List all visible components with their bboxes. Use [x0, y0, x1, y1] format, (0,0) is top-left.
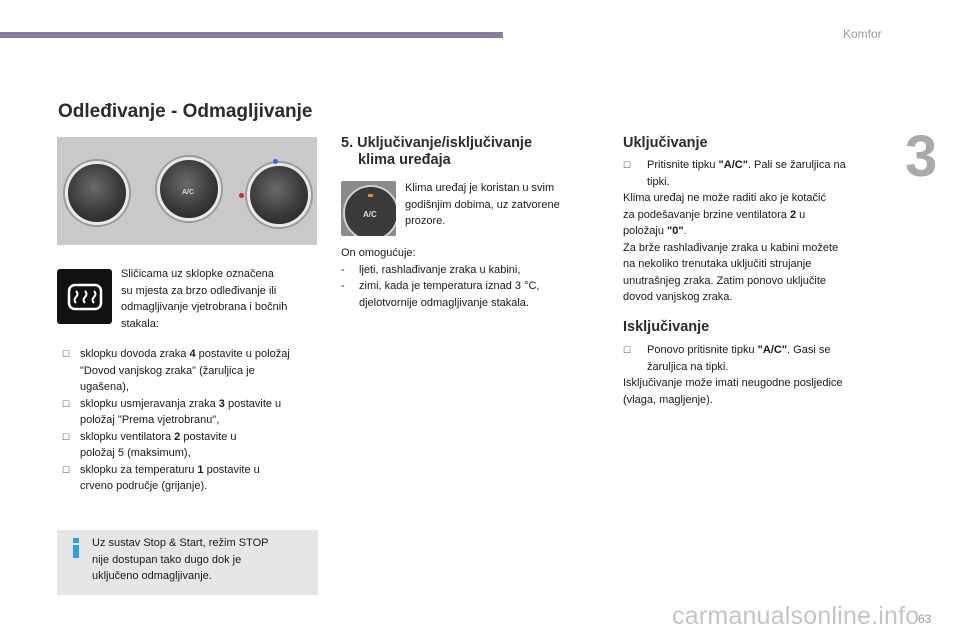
- ac-title-line1: 5. Uključivanje/isključivanje: [341, 135, 533, 151]
- checkbox-bullet-icon: ☐: [62, 431, 71, 442]
- checkbox-bullet-icon: ☐: [62, 464, 71, 475]
- on-number: "0": [667, 225, 684, 237]
- bullet-text: postavite u položaj: [195, 348, 290, 360]
- switch-off-content: [623, 342, 883, 408]
- on-text: .: [683, 225, 687, 237]
- bullet-number: 4: [189, 348, 196, 360]
- on-paragraph-line: na nekoliko trenutaka uključiti strujanje: [623, 258, 812, 270]
- on-text: Pritisnite tipku: [647, 159, 719, 171]
- ac-section-title: [341, 135, 591, 169]
- bullet-text: crveno područje (grijanje).: [80, 480, 208, 492]
- list-item-text: ljeti, rashlađivanje zraka u kabini,: [359, 263, 521, 276]
- info-note-box: [57, 530, 318, 595]
- top-accent-bar: [0, 32, 503, 38]
- on-text: u: [796, 208, 806, 221]
- ac-desc-line: Klima uređaj je koristan u svim: [405, 182, 555, 194]
- list-item: - ljeti, rashlađivanje zraka u kabini,: [341, 262, 591, 279]
- defrost-steps-list: [62, 346, 324, 495]
- intro-line: su mjesta za brzo odleđivanje ili: [121, 284, 277, 297]
- on-paragraph-line: Klima uređaj ne može raditi ako je kotačić: [623, 192, 826, 204]
- bullet-number: 1: [197, 463, 204, 476]
- bullet-text: postavite u: [203, 463, 260, 476]
- off-paragraph-line: Isključivanje može imati neugodne posljedice: [623, 377, 843, 389]
- ac-enables-list: [341, 245, 591, 311]
- list-item: [62, 462, 324, 495]
- bullet-text: postavite u: [180, 430, 237, 443]
- on-paragraph-line: dovod vanjskog zraka.: [623, 291, 733, 303]
- panel-ac-label: A/C: [182, 189, 195, 196]
- temperature-knob: [247, 163, 311, 227]
- ac-key-label: "A/C": [718, 159, 748, 171]
- checkbox-bullet-icon: ☐: [623, 160, 632, 170]
- list-item-text: djelotvornije odmagljivanje stakala.: [359, 296, 529, 309]
- info-line: uključeno odmagljivanje.: [92, 570, 212, 582]
- section-name: Komfor: [843, 27, 882, 41]
- checkbox-bullet-icon: ☐: [62, 398, 71, 409]
- bullet-text: položaj "Prema vjetrobranu",: [80, 414, 220, 426]
- off-text: žaruljica na tipki.: [647, 360, 729, 373]
- bullet-text: sklopku za temperaturu: [80, 463, 198, 476]
- bullet-text: sklopku usmjeravanja zraka: [80, 397, 219, 410]
- ac-button-image: [341, 181, 396, 236]
- intro-line: Sličicama uz sklopke označena: [121, 268, 274, 280]
- page-title: Odleđivanje - Odmagljivanje: [58, 101, 313, 122]
- intro-line: stakala:: [121, 317, 159, 330]
- on-text: položaju: [623, 225, 668, 237]
- list-item: [62, 346, 324, 396]
- on-text: tipki.: [647, 175, 670, 188]
- info-line: Uz sustav Stop & Start, režim STOP: [92, 537, 269, 549]
- intro-line: odmagljivanje vjetrobrana i bočnih: [121, 301, 288, 313]
- red-indicator-dot: [239, 193, 244, 198]
- on-text: . Pali se žaruljica na: [747, 159, 846, 171]
- bullet-text: položaj 5 (maksimum),: [80, 447, 191, 459]
- bullet-text: ugašena),: [80, 381, 129, 393]
- watermark: carmanualsonline.info: [672, 602, 920, 630]
- list-item: [62, 396, 324, 429]
- on-paragraph-line: Za brže rashlađivanje zraka u kabini možete: [623, 241, 839, 254]
- on-paragraph-line: unutrašnjeg zraka. Zatim ponovo uključite: [623, 274, 826, 287]
- ac-desc-line: godišnjim dobima, uz zatvorene: [405, 198, 560, 211]
- svg-text:A/C: A/C: [363, 210, 377, 219]
- ac-desc-line: prozore.: [405, 215, 446, 227]
- ac-key-label: "A/C": [757, 344, 788, 356]
- ac-title-line2: klima uređaja: [358, 152, 451, 168]
- intro-paragraph: [121, 266, 311, 332]
- list-item: - zimi, kada je temperatura iznad 3 °C,: [341, 278, 591, 295]
- info-note-text: [92, 535, 307, 585]
- ac-description: [405, 180, 590, 230]
- switch-on-title: Uključivanje: [623, 135, 708, 151]
- info-icon: [71, 538, 81, 558]
- rear-defrost-icon: [57, 269, 112, 324]
- list-item: [62, 429, 324, 462]
- bullet-text: sklopku dovoda zraka: [80, 348, 190, 360]
- bullet-text: sklopku ventilatora: [80, 430, 175, 443]
- on-number: 2: [789, 208, 797, 221]
- blue-indicator-dot: [273, 159, 278, 164]
- checkbox-bullet-icon: ☐: [62, 349, 71, 359]
- on-text: za podešavanje brzine ventilatora: [623, 208, 790, 221]
- enables-heading: On omogućuje:: [341, 247, 416, 259]
- off-paragraph-line: (vlaga, magljenje).: [623, 393, 713, 406]
- list-item-text: zimi, kada je temperatura iznad 3 °C,: [359, 280, 540, 292]
- air-intake-knob: [65, 161, 129, 225]
- bullet-number: 2: [174, 430, 181, 443]
- bullet-number: 3: [218, 397, 225, 410]
- switch-on-content: [623, 157, 883, 306]
- off-text: Ponovo pritisnite tipku: [647, 344, 758, 356]
- switch-off-title: Isključivanje: [623, 319, 710, 335]
- page-number: 63: [918, 612, 932, 626]
- info-line: nije dostupan tako dugo dok je: [92, 553, 242, 566]
- checkbox-bullet-icon: ☐: [623, 345, 632, 355]
- chapter-number: 3: [905, 124, 938, 189]
- off-text: . Gasi se: [787, 344, 831, 356]
- bullet-text: postavite u: [224, 397, 282, 410]
- control-panel-image: [57, 137, 317, 245]
- bullet-text: "Dovod vanjskog zraka" (žaruljica je: [80, 364, 255, 377]
